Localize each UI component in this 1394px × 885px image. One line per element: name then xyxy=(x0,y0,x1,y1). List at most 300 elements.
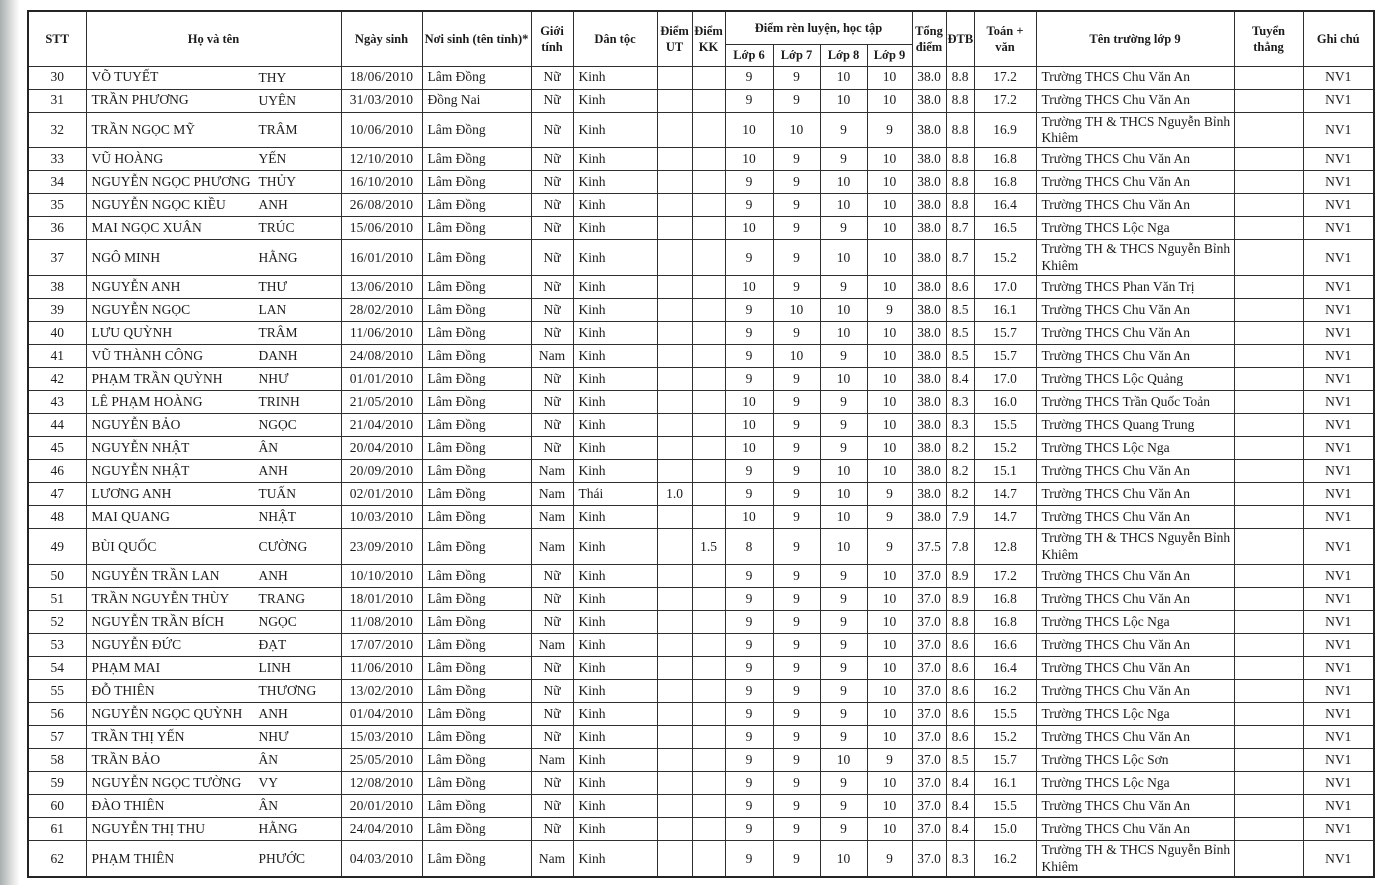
cell-pob: Lâm Đồng xyxy=(422,818,531,841)
cell-pob: Lâm Đồng xyxy=(422,322,531,345)
cell-note: NV1 xyxy=(1303,703,1374,726)
cell-l9: 10 xyxy=(867,437,912,460)
cell-total: 37.0 xyxy=(912,588,946,611)
cell-l7: 9 xyxy=(773,414,820,437)
cell-dtb: 7.9 xyxy=(946,506,974,529)
cell-l7: 9 xyxy=(773,680,820,703)
cell-kk xyxy=(692,841,725,877)
cell-l9: 9 xyxy=(867,483,912,506)
cell-kk xyxy=(692,89,725,112)
cell-name xyxy=(86,588,341,611)
cell-l9: 10 xyxy=(867,322,912,345)
cell-note: NV1 xyxy=(1303,414,1374,437)
cell-ut xyxy=(657,588,692,611)
cell-dob: 23/09/2010 xyxy=(341,529,422,565)
cell-kk xyxy=(692,414,725,437)
cell-gender: Nữ xyxy=(531,89,573,112)
cell-l8: 9 xyxy=(820,680,867,703)
cell-pob: Lâm Đồng xyxy=(422,588,531,611)
cell-dtb: 8.6 xyxy=(946,680,974,703)
cell-note: NV1 xyxy=(1303,611,1374,634)
table-row xyxy=(28,368,1374,391)
cell-l9: 10 xyxy=(867,171,912,194)
cell-ethnic: Kinh xyxy=(573,460,657,483)
cell-gender: Nam xyxy=(531,460,573,483)
cell-kk xyxy=(692,749,725,772)
cell-school: Trường THCS Chu Văn An xyxy=(1036,506,1234,529)
cell-tv: 17.2 xyxy=(974,565,1036,588)
cell-name xyxy=(86,565,341,588)
cell-dob: 15/06/2010 xyxy=(341,217,422,240)
cell-dtb: 8.9 xyxy=(946,588,974,611)
table-row xyxy=(28,680,1374,703)
cell-tt xyxy=(1234,391,1303,414)
cell-school: Trường THCS Chu Văn An xyxy=(1036,483,1234,506)
cell-note: NV1 xyxy=(1303,368,1374,391)
cell-name xyxy=(86,299,341,322)
given-name: LINH xyxy=(258,660,291,676)
cell-stt: 38 xyxy=(28,276,86,299)
cell-gender: Nữ xyxy=(531,726,573,749)
cell-name xyxy=(86,703,341,726)
cell-l6: 9 xyxy=(725,726,773,749)
cell-l9: 10 xyxy=(867,368,912,391)
cell-note: NV1 xyxy=(1303,795,1374,818)
cell-stt: 36 xyxy=(28,217,86,240)
cell-school: Trường THCS Chu Văn An xyxy=(1036,634,1234,657)
cell-dtb: 8.3 xyxy=(946,391,974,414)
cell-tt xyxy=(1234,89,1303,112)
cell-l6: 10 xyxy=(725,112,773,148)
cell-school: Trường THCS Chu Văn An xyxy=(1036,680,1234,703)
cell-ut xyxy=(657,391,692,414)
family-middle-name: NGUYỄN NHẬT xyxy=(91,440,190,456)
cell-school: Trường THCS Chu Văn An xyxy=(1036,726,1234,749)
cell-l9: 9 xyxy=(867,749,912,772)
cell-gender: Nữ xyxy=(531,112,573,148)
cell-school: Trường THCS Chu Văn An xyxy=(1036,89,1234,112)
cell-l8: 10 xyxy=(820,506,867,529)
cell-l6: 9 xyxy=(725,565,773,588)
cell-dob: 11/08/2010 xyxy=(341,611,422,634)
cell-name xyxy=(86,726,341,749)
cell-ut xyxy=(657,529,692,565)
given-name: ÂN xyxy=(258,440,278,456)
given-name: ĐẠT xyxy=(258,637,287,653)
cell-name xyxy=(86,772,341,795)
cell-school: Trường TH & THCS Nguyễn Bỉnh Khiêm xyxy=(1036,240,1234,276)
cell-l9: 10 xyxy=(867,634,912,657)
cell-l6: 9 xyxy=(725,194,773,217)
cell-name xyxy=(86,841,341,877)
cell-stt: 54 xyxy=(28,657,86,680)
cell-kk xyxy=(692,276,725,299)
cell-gender: Nữ xyxy=(531,611,573,634)
cell-l8: 9 xyxy=(820,112,867,148)
cell-total: 37.5 xyxy=(912,529,946,565)
given-name: TRÂM xyxy=(258,121,298,137)
cell-ethnic: Kinh xyxy=(573,841,657,877)
cell-name xyxy=(86,749,341,772)
family-middle-name: VÕ TUYẾT xyxy=(91,69,159,85)
cell-name xyxy=(86,460,341,483)
cell-gender: Nữ xyxy=(531,299,573,322)
family-middle-name: NGUYỄN TRẦN LAN xyxy=(91,568,220,584)
cell-l7: 9 xyxy=(773,772,820,795)
cell-kk xyxy=(692,634,725,657)
cell-l9: 9 xyxy=(867,841,912,877)
cell-stt: 45 xyxy=(28,437,86,460)
cell-ut xyxy=(657,217,692,240)
cell-total: 37.0 xyxy=(912,772,946,795)
cell-l6: 9 xyxy=(725,703,773,726)
cell-ut xyxy=(657,611,692,634)
table-row xyxy=(28,276,1374,299)
cell-dtb: 8.4 xyxy=(946,818,974,841)
cell-ethnic: Kinh xyxy=(573,611,657,634)
cell-l9: 10 xyxy=(867,703,912,726)
cell-name xyxy=(86,89,341,112)
cell-tt xyxy=(1234,148,1303,171)
cell-kk xyxy=(692,437,725,460)
cell-pob: Lâm Đồng xyxy=(422,841,531,877)
cell-total: 38.0 xyxy=(912,299,946,322)
cell-pob: Lâm Đồng xyxy=(422,460,531,483)
cell-school: Trường TH & THCS Nguyễn Bỉnh Khiêm xyxy=(1036,112,1234,148)
cell-l9: 10 xyxy=(867,194,912,217)
cell-tt xyxy=(1234,437,1303,460)
cell-gender: Nữ xyxy=(531,66,573,89)
given-name: THỦY xyxy=(258,174,296,190)
cell-tv: 15.2 xyxy=(974,240,1036,276)
cell-name xyxy=(86,148,341,171)
cell-gender: Nữ xyxy=(531,414,573,437)
cell-l7: 9 xyxy=(773,240,820,276)
given-name: ANH xyxy=(258,568,288,584)
cell-pob: Lâm Đồng xyxy=(422,795,531,818)
cell-l8: 9 xyxy=(820,657,867,680)
scanner-edge-shadow xyxy=(0,0,20,885)
col-header-ut: Điểm UT xyxy=(657,11,692,66)
table-row xyxy=(28,565,1374,588)
cell-note: NV1 xyxy=(1303,460,1374,483)
cell-pob: Lâm Đồng xyxy=(422,657,531,680)
cell-stt: 44 xyxy=(28,414,86,437)
cell-l6: 9 xyxy=(725,460,773,483)
cell-pob: Lâm Đồng xyxy=(422,749,531,772)
cell-l9: 10 xyxy=(867,726,912,749)
col-header-note: Ghi chú xyxy=(1303,11,1374,66)
cell-dob: 04/03/2010 xyxy=(341,841,422,877)
table-row xyxy=(28,529,1374,565)
cell-note: NV1 xyxy=(1303,148,1374,171)
col-header-score-group: Điểm rèn luyện, học tập xyxy=(725,11,912,44)
cell-l8: 9 xyxy=(820,345,867,368)
cell-note: NV1 xyxy=(1303,66,1374,89)
table-row xyxy=(28,611,1374,634)
family-middle-name: TRẦN PHƯƠNG xyxy=(91,92,189,108)
cell-l8: 9 xyxy=(820,588,867,611)
cell-l7: 10 xyxy=(773,299,820,322)
cell-tv: 16.8 xyxy=(974,611,1036,634)
cell-tv: 15.2 xyxy=(974,726,1036,749)
cell-l7: 9 xyxy=(773,818,820,841)
cell-tv: 15.7 xyxy=(974,345,1036,368)
cell-l7: 9 xyxy=(773,368,820,391)
cell-stt: 60 xyxy=(28,795,86,818)
family-middle-name: NGUYỄN NGỌC TƯỜNG xyxy=(91,775,242,791)
cell-kk xyxy=(692,112,725,148)
cell-ut xyxy=(657,772,692,795)
cell-l6: 10 xyxy=(725,217,773,240)
cell-kk xyxy=(692,217,725,240)
given-name: NHẬT xyxy=(258,509,296,525)
cell-ethnic: Kinh xyxy=(573,112,657,148)
cell-tt xyxy=(1234,460,1303,483)
cell-pob: Lâm Đồng xyxy=(422,680,531,703)
cell-ethnic: Kinh xyxy=(573,148,657,171)
table-row xyxy=(28,217,1374,240)
given-name: TRINH xyxy=(258,394,300,410)
cell-l6: 9 xyxy=(725,588,773,611)
cell-l8: 9 xyxy=(820,217,867,240)
cell-dtb: 8.6 xyxy=(946,276,974,299)
cell-pob: Lâm Đồng xyxy=(422,276,531,299)
cell-l7: 9 xyxy=(773,726,820,749)
cell-tt xyxy=(1234,276,1303,299)
cell-name xyxy=(86,529,341,565)
cell-tt xyxy=(1234,841,1303,877)
cell-pob: Lâm Đồng xyxy=(422,194,531,217)
cell-ut: 1.0 xyxy=(657,483,692,506)
cell-ethnic: Kinh xyxy=(573,506,657,529)
cell-tv: 16.2 xyxy=(974,680,1036,703)
cell-note: NV1 xyxy=(1303,437,1374,460)
cell-tt xyxy=(1234,483,1303,506)
cell-ut xyxy=(657,299,692,322)
cell-dob: 24/08/2010 xyxy=(341,345,422,368)
cell-l9: 10 xyxy=(867,611,912,634)
cell-gender: Nữ xyxy=(531,391,573,414)
cell-total: 38.0 xyxy=(912,322,946,345)
cell-pob: Lâm Đồng xyxy=(422,66,531,89)
family-middle-name: PHẠM TRẦN QUỲNH xyxy=(91,371,223,387)
cell-l9: 10 xyxy=(867,276,912,299)
cell-l9: 10 xyxy=(867,148,912,171)
cell-dob: 01/04/2010 xyxy=(341,703,422,726)
cell-l7: 10 xyxy=(773,112,820,148)
family-middle-name: MAI NGỌC XUÂN xyxy=(91,220,202,236)
cell-l8: 9 xyxy=(820,726,867,749)
cell-l7: 9 xyxy=(773,460,820,483)
given-name: NGỌC xyxy=(258,614,297,630)
family-middle-name: TRẦN NGUYỄN THÙY xyxy=(91,591,230,607)
given-name: HẰNG xyxy=(258,249,298,265)
cell-dtb: 8.4 xyxy=(946,368,974,391)
cell-total: 37.0 xyxy=(912,726,946,749)
cell-ut xyxy=(657,795,692,818)
cell-ethnic: Kinh xyxy=(573,634,657,657)
table-row xyxy=(28,841,1374,877)
cell-tv: 17.2 xyxy=(974,89,1036,112)
cell-l6: 9 xyxy=(725,345,773,368)
cell-dtb: 8.8 xyxy=(946,171,974,194)
cell-ethnic: Kinh xyxy=(573,657,657,680)
cell-l9: 10 xyxy=(867,588,912,611)
cell-l7: 9 xyxy=(773,276,820,299)
cell-name xyxy=(86,171,341,194)
cell-tv: 16.8 xyxy=(974,588,1036,611)
cell-school: Trường THCS Chu Văn An xyxy=(1036,795,1234,818)
cell-tv: 16.1 xyxy=(974,772,1036,795)
cell-l8: 10 xyxy=(820,368,867,391)
cell-tt xyxy=(1234,795,1303,818)
cell-l7: 9 xyxy=(773,391,820,414)
cell-dtb: 8.4 xyxy=(946,772,974,795)
family-middle-name: NGUYỄN ĐỨC xyxy=(91,637,182,653)
cell-gender: Nữ xyxy=(531,148,573,171)
cell-kk xyxy=(692,460,725,483)
cell-tv: 15.5 xyxy=(974,795,1036,818)
cell-dtb: 8.8 xyxy=(946,194,974,217)
cell-l9: 9 xyxy=(867,299,912,322)
cell-dtb: 8.8 xyxy=(946,66,974,89)
cell-total: 37.0 xyxy=(912,795,946,818)
cell-l8: 10 xyxy=(820,841,867,877)
cell-pob: Lâm Đồng xyxy=(422,529,531,565)
cell-tv: 15.7 xyxy=(974,749,1036,772)
cell-gender: Nam xyxy=(531,529,573,565)
cell-gender: Nữ xyxy=(531,703,573,726)
cell-tt xyxy=(1234,171,1303,194)
cell-dob: 10/06/2010 xyxy=(341,112,422,148)
cell-dob: 25/05/2010 xyxy=(341,749,422,772)
cell-l7: 9 xyxy=(773,795,820,818)
cell-total: 37.0 xyxy=(912,565,946,588)
cell-total: 37.0 xyxy=(912,657,946,680)
cell-dob: 21/05/2010 xyxy=(341,391,422,414)
cell-l6: 9 xyxy=(725,483,773,506)
cell-ethnic: Kinh xyxy=(573,171,657,194)
cell-gender: Nữ xyxy=(531,276,573,299)
cell-l9: 9 xyxy=(867,529,912,565)
given-name: TRÂM xyxy=(258,325,298,341)
cell-l6: 9 xyxy=(725,171,773,194)
cell-tt xyxy=(1234,657,1303,680)
cell-tt xyxy=(1234,818,1303,841)
cell-l9: 10 xyxy=(867,66,912,89)
cell-school: Trường THCS Lộc Quảng xyxy=(1036,368,1234,391)
cell-pob: Đồng Nai xyxy=(422,89,531,112)
cell-l8: 9 xyxy=(820,795,867,818)
cell-dob: 10/10/2010 xyxy=(341,565,422,588)
table-row xyxy=(28,437,1374,460)
cell-l8: 9 xyxy=(820,391,867,414)
cell-l8: 10 xyxy=(820,299,867,322)
cell-tt xyxy=(1234,772,1303,795)
table-row xyxy=(28,299,1374,322)
cell-stt: 33 xyxy=(28,148,86,171)
cell-ethnic: Kinh xyxy=(573,240,657,276)
cell-l8: 9 xyxy=(820,148,867,171)
table-row xyxy=(28,89,1374,112)
cell-l6: 9 xyxy=(725,772,773,795)
cell-pob: Lâm Đồng xyxy=(422,112,531,148)
cell-stt: 30 xyxy=(28,66,86,89)
cell-kk xyxy=(692,726,725,749)
cell-total: 37.0 xyxy=(912,634,946,657)
cell-kk xyxy=(692,818,725,841)
cell-l6: 9 xyxy=(725,299,773,322)
cell-school: Trường THCS Chu Văn An xyxy=(1036,148,1234,171)
cell-school: Trường THCS Lộc Nga xyxy=(1036,703,1234,726)
cell-ethnic: Kinh xyxy=(573,680,657,703)
cell-tv: 17.0 xyxy=(974,276,1036,299)
cell-gender: Nữ xyxy=(531,240,573,276)
family-middle-name: TRẦN THỊ YẾN xyxy=(91,729,185,745)
cell-tv: 14.7 xyxy=(974,506,1036,529)
cell-dtb: 8.5 xyxy=(946,322,974,345)
cell-dob: 20/09/2010 xyxy=(341,460,422,483)
cell-l9: 10 xyxy=(867,795,912,818)
cell-dtb: 8.8 xyxy=(946,112,974,148)
cell-dob: 20/04/2010 xyxy=(341,437,422,460)
cell-ethnic: Kinh xyxy=(573,749,657,772)
cell-stt: 42 xyxy=(28,368,86,391)
cell-l8: 9 xyxy=(820,818,867,841)
cell-l8: 9 xyxy=(820,437,867,460)
cell-l7: 9 xyxy=(773,66,820,89)
cell-note: NV1 xyxy=(1303,818,1374,841)
cell-note: NV1 xyxy=(1303,565,1374,588)
cell-tt xyxy=(1234,368,1303,391)
cell-l7: 9 xyxy=(773,634,820,657)
col-header-grade8: Lớp 8 xyxy=(820,44,867,66)
cell-ut xyxy=(657,112,692,148)
cell-name xyxy=(86,657,341,680)
cell-note: NV1 xyxy=(1303,680,1374,703)
cell-total: 38.0 xyxy=(912,460,946,483)
cell-note: NV1 xyxy=(1303,506,1374,529)
col-header-school: Tên trường lớp 9 xyxy=(1036,11,1234,66)
cell-ethnic: Kinh xyxy=(573,299,657,322)
given-name: NGỌC xyxy=(258,417,297,433)
cell-kk xyxy=(692,322,725,345)
cell-stt: 56 xyxy=(28,703,86,726)
cell-pob: Lâm Đồng xyxy=(422,148,531,171)
cell-total: 38.0 xyxy=(912,368,946,391)
table-row xyxy=(28,194,1374,217)
cell-total: 38.0 xyxy=(912,506,946,529)
cell-stt: 49 xyxy=(28,529,86,565)
family-middle-name: NGUYỄN NGỌC QUỲNH xyxy=(91,706,243,722)
cell-dtb: 8.6 xyxy=(946,634,974,657)
cell-pob: Lâm Đồng xyxy=(422,634,531,657)
cell-tt xyxy=(1234,194,1303,217)
cell-kk xyxy=(692,772,725,795)
cell-ut xyxy=(657,368,692,391)
cell-name xyxy=(86,240,341,276)
cell-gender: Nữ xyxy=(531,322,573,345)
cell-l7: 9 xyxy=(773,529,820,565)
cell-ut xyxy=(657,345,692,368)
cell-tv: 16.4 xyxy=(974,657,1036,680)
cell-l8: 10 xyxy=(820,89,867,112)
cell-note: NV1 xyxy=(1303,391,1374,414)
table-row xyxy=(28,703,1374,726)
cell-total: 37.0 xyxy=(912,680,946,703)
cell-l9: 9 xyxy=(867,112,912,148)
